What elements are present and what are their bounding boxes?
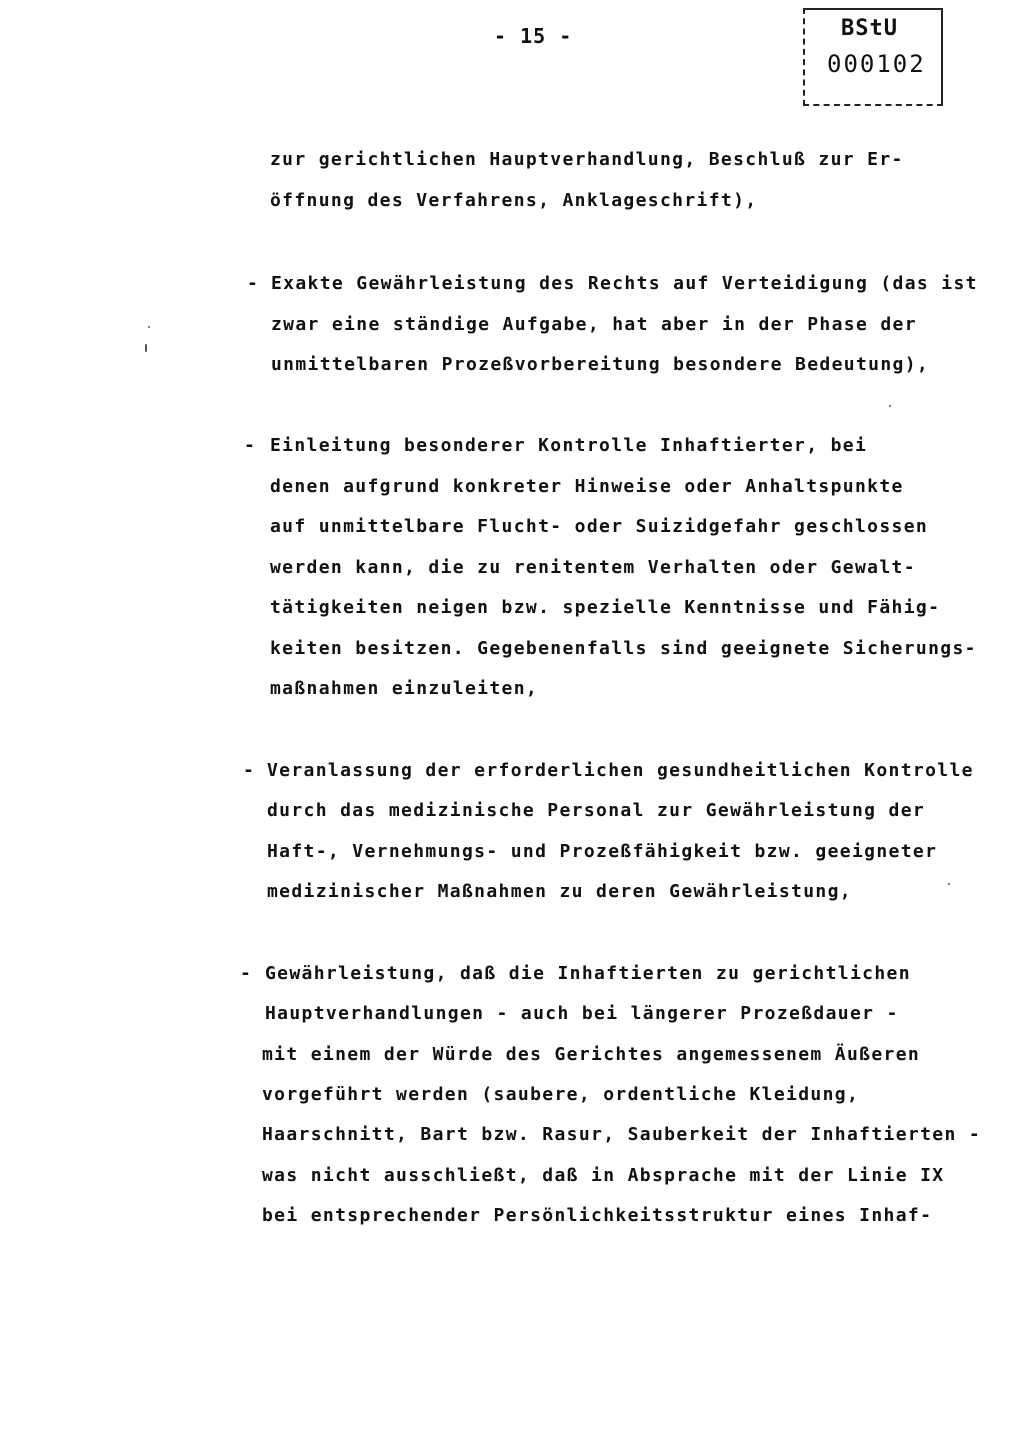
text-line: zur gerichtlichen Hauptverhandlung, Beschluß zur Er-: [270, 149, 904, 170]
bullet-dash: -: [243, 760, 254, 781]
text-line: unmittelbaren Prozeßvorbereitung besondere Bedeutung),: [271, 354, 930, 375]
scan-speck: [145, 344, 147, 352]
scan-speck: [148, 326, 150, 328]
text-line: maßnahmen einzuleiten,: [270, 678, 539, 699]
text-line: zwar eine ständige Aufgabe, hat aber in der Phase der: [271, 314, 917, 335]
page-number: - 15 -: [494, 24, 573, 48]
text-line: mit einem der Würde des Gerichtes angemessenem Äußeren: [262, 1044, 921, 1065]
text-line: Einleitung besonderer Kontrolle Inhaftierter, bei: [270, 435, 868, 456]
text-line: Exakte Gewährleistung des Rechts auf Verteidigung (das ist: [271, 273, 978, 294]
text-line: Veranlassung der erforderlichen gesundheitlichen Kontrolle: [267, 760, 974, 781]
text-line: auf unmittelbare Flucht- oder Suizidgefahr geschlossen: [270, 516, 929, 537]
text-line: Hauptverhandlungen - auch bei längerer Prozeßdauer -: [265, 1003, 899, 1024]
text-line: Gewährleistung, daß die Inhaftierten zu gerichtlichen: [265, 963, 911, 984]
text-line: vorgeführt werden (saubere, ordentliche Kleidung,: [262, 1084, 860, 1105]
text-line: denen aufgrund konkreter Hinweise oder Anhaltspunkte: [270, 476, 904, 497]
scan-speck: [889, 405, 891, 407]
archive-stamp: [803, 8, 943, 106]
text-line: bei entsprechender Persönlichkeitsstruktur eines Inhaf-: [262, 1205, 933, 1226]
stamp-number: 000102: [827, 50, 926, 78]
text-line: was nicht ausschließt, daß in Absprache mit der Linie IX: [262, 1165, 945, 1186]
bullet-dash: -: [247, 273, 258, 294]
text-line: Haft-, Vernehmungs- und Prozeßfähigkeit bzw. geeigneter: [267, 841, 938, 862]
bullet-dash: -: [244, 435, 255, 456]
text-line: keiten besitzen. Gegebenenfalls sind geeignete Sicherungs-: [270, 638, 977, 659]
text-line: tätigkeiten neigen bzw. spezielle Kenntnisse und Fähig-: [270, 597, 941, 618]
stamp-title: BStU: [841, 16, 898, 41]
scan-speck: [948, 883, 950, 885]
text-line: Haarschnitt, Bart bzw. Rasur, Sauberkeit der Inhaftierten -: [262, 1124, 982, 1145]
text-line: medizinischer Maßnahmen zu deren Gewährleistung,: [267, 881, 852, 902]
text-line: werden kann, die zu renitentem Verhalten oder Gewalt-: [270, 557, 916, 578]
text-line: öffnung des Verfahrens, Anklageschrift),: [270, 190, 758, 211]
text-line: durch das medizinische Personal zur Gewährleistung der: [267, 800, 926, 821]
bullet-dash: -: [240, 963, 251, 984]
